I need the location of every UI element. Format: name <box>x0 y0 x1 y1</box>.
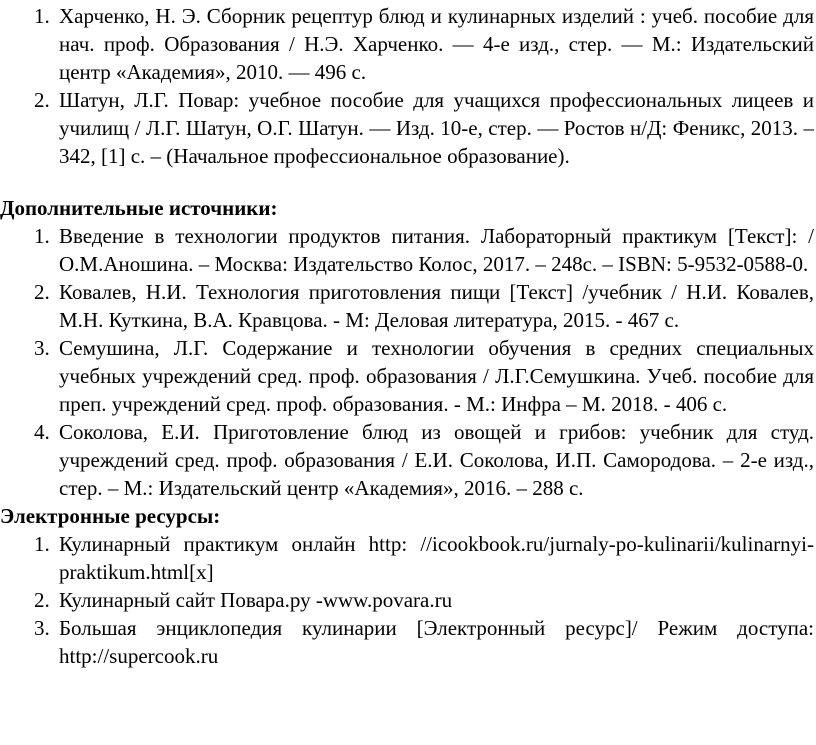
list-number: 3. <box>34 336 50 360</box>
electronic-resources-heading: Электронные ресурсы: <box>0 504 221 528</box>
list-number: 2. <box>34 588 50 612</box>
list-item-text: Кулинарный сайт Повара.ру -www.povara.ru <box>59 588 453 612</box>
list-item <box>0 222 816 278</box>
list-item <box>0 86 816 170</box>
list-item-text: Семушина, Л.Г. Содержание и технологии обучения в средних специальных учебных учреждений сред. проф. образования / Л.Г.Семушкина. Учеб. пособие для преп. учреждений сред. проф. образования. - М.: Инфра – М. 2018. - 406 с. <box>59 336 814 416</box>
list-item <box>0 614 816 670</box>
main-sources-list <box>0 0 816 170</box>
list-item-text: Соколова, Е.И. Приготовление блюд из овощей и грибов: учебник для студ. учреждений сред. проф. образования / Е.И. Соколова, И.П. Самородова. – 2-е изд., стер. – М.: Издательский центр «Академия», 2016. – 288 с. <box>59 420 814 500</box>
list-number: 1. <box>34 532 50 556</box>
list-item-text: Шатун, Л.Г. Повар: учебное пособие для учащихся профессиональных лицеев и училищ / Л.Г. Шатун, О.Г. Шатун. — Изд. 10-е, стер. — Ростов н/Д: Феникс, 2013. – 342, [1] с. – (Начальное профессиональное образование). <box>59 88 814 168</box>
electronic-resources-list <box>0 530 816 670</box>
list-item-text: Введение в технологии продуктов питания. Лабораторный практикум [Текст]: /О.М.Аношина. – Москва: Издательство Колос, 2017. – 248с. – ISBN: 5-9532-0588-0. <box>59 224 814 276</box>
additional-sources-heading: Дополнительные источники: <box>0 196 278 220</box>
list-item <box>0 418 816 502</box>
list-number: 2. <box>34 280 50 304</box>
list-item <box>0 586 816 614</box>
additional-sources-list <box>0 222 816 502</box>
list-item-text: Харченко, Н. Э. Сборник рецептур блюд и кулинарных изделий : учеб. пособие для нач. проф. Образования / Н.Э. Харченко. — 4-е изд., стер. — М.: Издательский центр «Академия», 2010. — 496 с. <box>59 4 814 84</box>
list-item <box>0 530 816 586</box>
list-number: 4. <box>34 420 50 444</box>
list-item <box>0 334 816 418</box>
list-item-text: Большая энциклопедия кулинарии [Электронный ресурс]/ Режим доступа: http://supercook.ru <box>59 616 814 668</box>
list-item-text: Ковалев, Н.И. Технология приготовления пищи [Текст] /учебник / Н.И. Ковалев, М.Н. Куткина, В.А. Кравцова. - М: Деловая литература, 2015. - 467 с. <box>59 280 814 332</box>
list-number: 2. <box>34 88 50 112</box>
list-number: 1. <box>34 224 50 248</box>
list-item <box>0 278 816 334</box>
list-number: 3. <box>34 616 50 640</box>
list-item-text: Кулинарный практикум онлайн http: //icookbook.ru/jurnaly-po-kulinarii/kulinarnyi-praktikum.html[x] <box>59 532 814 584</box>
list-number: 1. <box>34 4 50 28</box>
spacer <box>0 170 816 194</box>
list-item <box>0 2 816 86</box>
